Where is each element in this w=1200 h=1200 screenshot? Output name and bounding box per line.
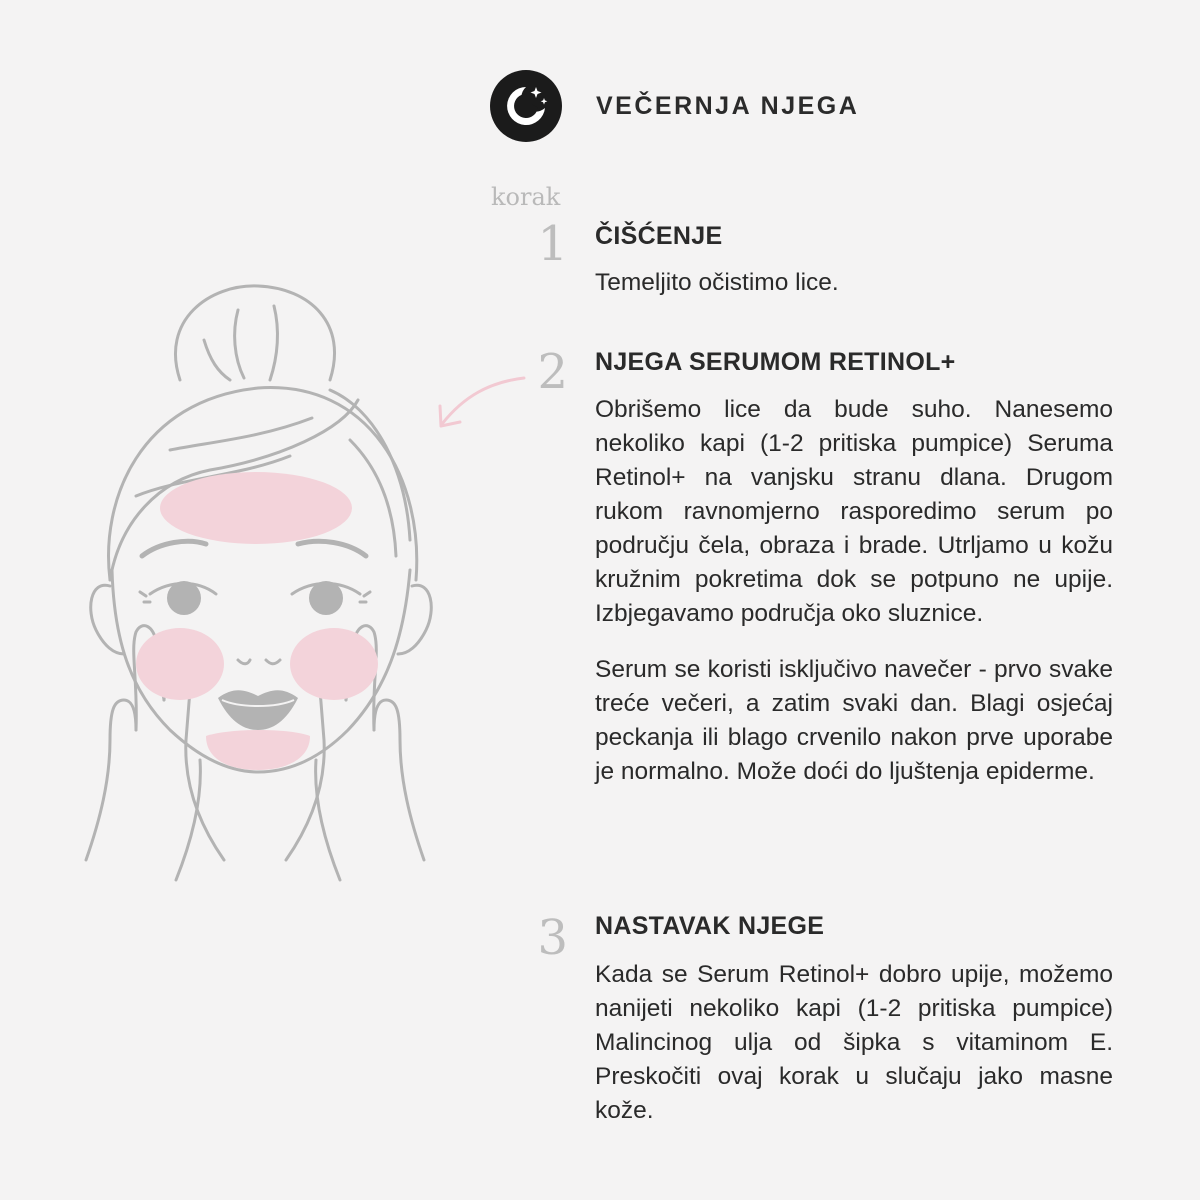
curved-arrow-icon xyxy=(430,370,540,440)
step-2-paragraph-1: Obrišemo lice da bude suho. Nanesemo nekoliko kapi (1-2 pritiska pumpice) Seruma Retinol+ na vanjsku stranu dlana. Drugom rukom ravnomjerno rasporedimo serum po području čela, obraza i brade. Utrljamo u kožu kružnim pokretima dok se potpuno ne upije. Izbjegavamo područja oko sluznice. xyxy=(595,396,1113,627)
step-3-text xyxy=(595,958,1113,1128)
page-title: VEČERNJA NJEGA xyxy=(596,92,860,120)
step-1-text xyxy=(595,266,1113,300)
step-2-number: 2 xyxy=(537,344,568,400)
korak-label: korak xyxy=(491,183,561,211)
step-1-paragraph: Temeljito očistimo lice. xyxy=(595,269,839,296)
face-illustration xyxy=(80,280,440,900)
moon-stars-icon xyxy=(490,70,562,142)
step-2-title: NJEGA SERUMOM RETINOL+ xyxy=(595,348,956,376)
step-1-number: 1 xyxy=(537,216,568,272)
step-1-title: ČIŠĆENJE xyxy=(595,222,723,250)
step-3-paragraph: Kada se Serum Retinol+ dobro upije, možemo nanijeti nekoliko kapi (1-2 pritiska pumpice) Malincinog ulja od šipka s vitaminom E. Preskočiti ovaj korak u slučaju jako masne kože. xyxy=(595,961,1113,1124)
step-2-text xyxy=(595,393,1113,789)
step-2-paragraph-2: Serum se koristi isključivo navečer - prvo svake treće večeri, a zatim svaki dan. Blagi osjećaj peckanja ili blago crvenilo nakon prve uporabe je normalno. Može doći do ljuštenja epiderme. xyxy=(595,656,1113,785)
step-3-title: NASTAVAK NJEGE xyxy=(595,912,825,940)
step-3-number: 3 xyxy=(537,910,568,966)
